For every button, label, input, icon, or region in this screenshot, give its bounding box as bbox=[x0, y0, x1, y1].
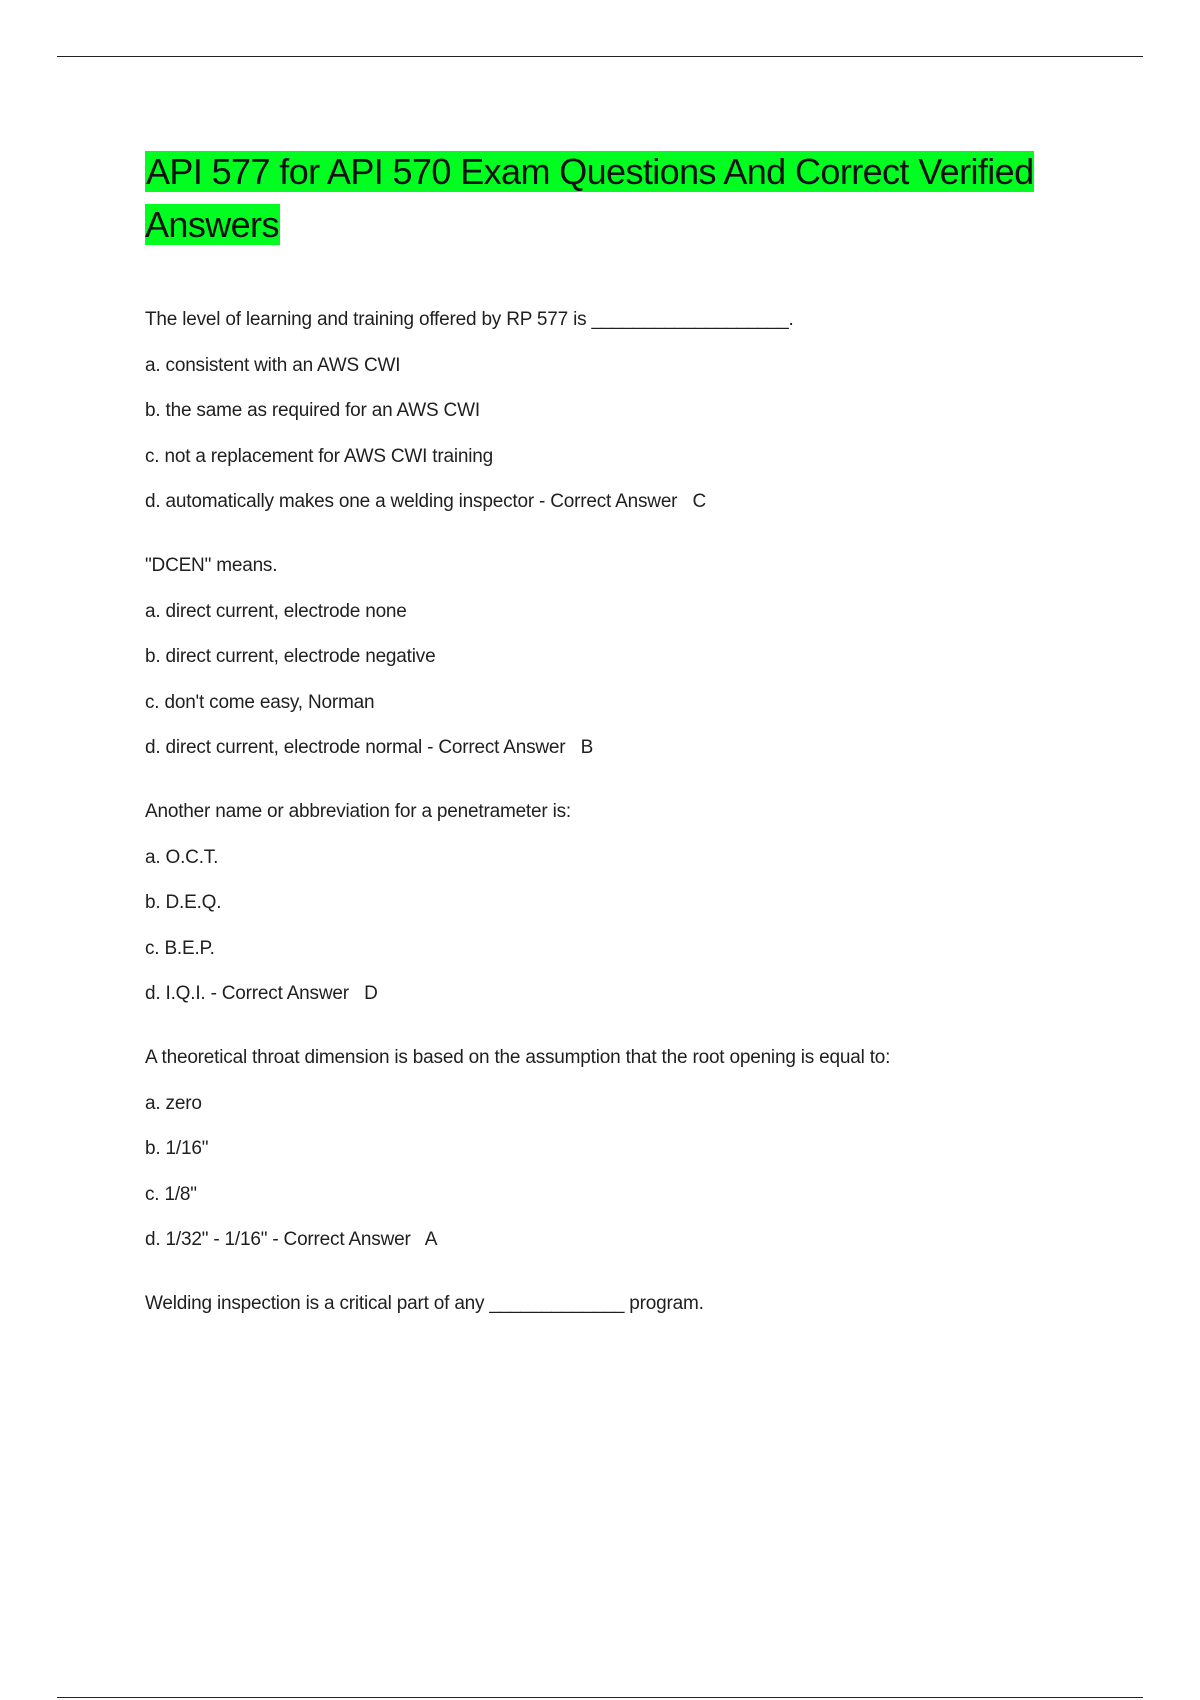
question-4 bbox=[145, 1047, 1075, 1250]
document-body bbox=[145, 145, 1075, 1357]
answer-option-a: a. consistent with an AWS CWI bbox=[145, 354, 401, 376]
answer-option-b: b. direct current, electrode negative bbox=[145, 646, 436, 667]
answer-option-b: b. 1/16" bbox=[145, 1138, 209, 1159]
answer-option-d: d. I.Q.I. - Correct Answer D bbox=[145, 983, 378, 1004]
question-prompt: Another name or abbreviation for a penetrameter is: bbox=[145, 801, 571, 822]
answer-option-d: d. direct current, electrode normal - Correct Answer B bbox=[145, 737, 594, 758]
title-highlight: API 577 for API 570 Exam Questions And Correct Verified Answers bbox=[145, 151, 1034, 245]
question-1 bbox=[145, 309, 1075, 512]
question-list bbox=[145, 309, 1075, 1314]
answer-option-a: a. zero bbox=[145, 1092, 202, 1114]
document-title bbox=[145, 145, 1075, 251]
answer-option-c: c. B.E.P. bbox=[145, 937, 215, 959]
question-2 bbox=[145, 555, 1075, 758]
answer-option-b: b. D.E.Q. bbox=[145, 892, 222, 913]
answer-option-d: d. automatically makes one a welding inspector - Correct Answer C bbox=[145, 491, 707, 512]
answer-option-c: c. not a replacement for AWS CWI training bbox=[145, 445, 494, 467]
question-5 bbox=[145, 1293, 1075, 1314]
question-prompt: The level of learning and training offered by RP 577 is ___________________. bbox=[145, 309, 794, 330]
question-3 bbox=[145, 801, 1075, 1004]
question-prompt: "DCEN" means. bbox=[145, 555, 278, 576]
answer-option-c: c. don't come easy, Norman bbox=[145, 691, 375, 713]
top-rule bbox=[57, 56, 1143, 57]
answer-option-d: d. 1/32" - 1/16" - Correct Answer A bbox=[145, 1229, 438, 1250]
answer-option-a: a. direct current, electrode none bbox=[145, 600, 407, 622]
question-prompt: A theoretical throat dimension is based on the assumption that the root opening is equal to: bbox=[145, 1047, 891, 1068]
answer-option-c: c. 1/8" bbox=[145, 1183, 197, 1205]
question-prompt: Welding inspection is a critical part of any _____________ program. bbox=[145, 1293, 704, 1314]
answer-option-a: a. O.C.T. bbox=[145, 846, 219, 868]
bottom-rule bbox=[57, 1697, 1143, 1698]
answer-option-b: b. the same as required for an AWS CWI bbox=[145, 400, 480, 421]
